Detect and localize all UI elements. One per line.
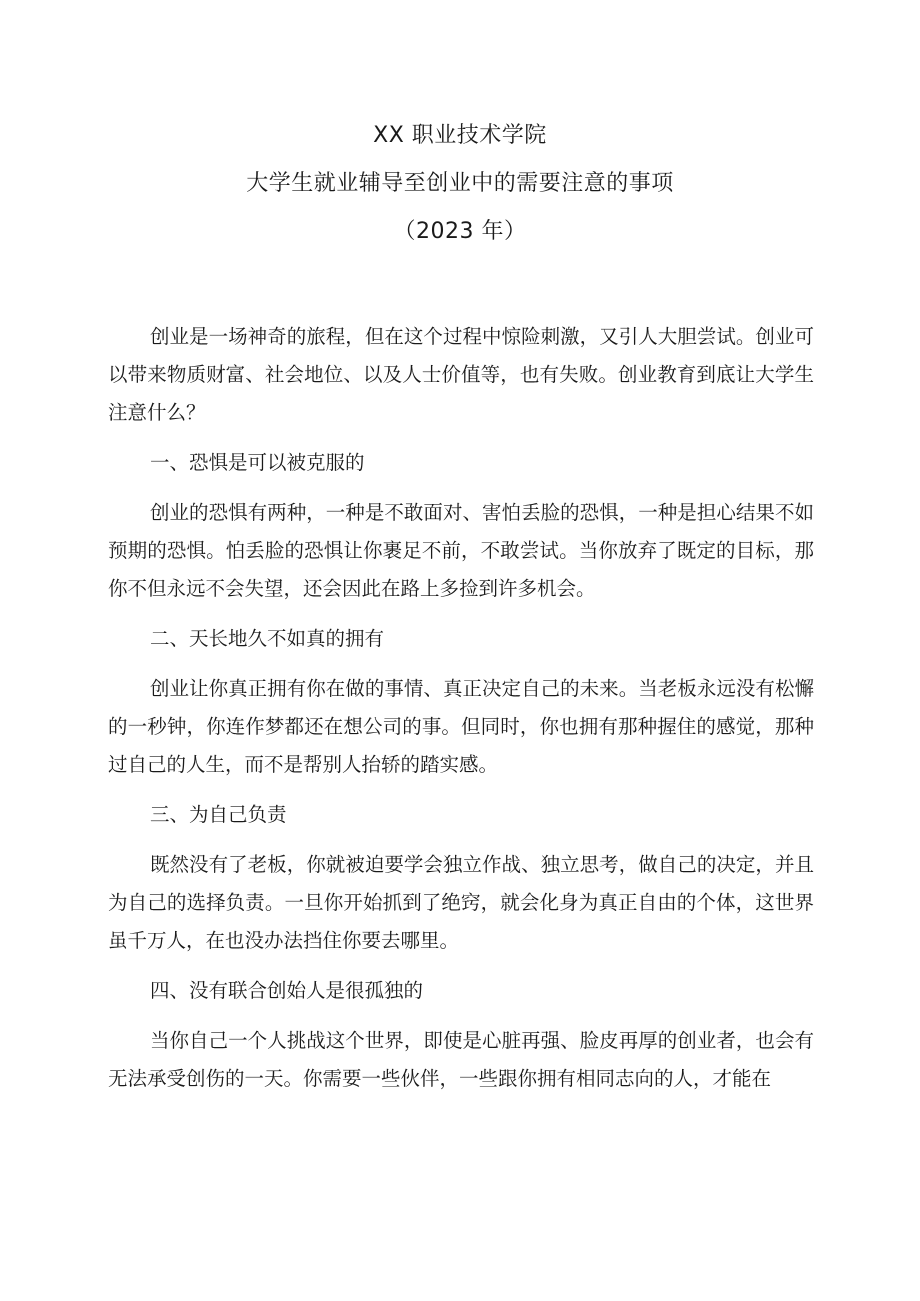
title-year: （2023 年） — [393, 219, 527, 244]
section-heading-3: 三、为自己负责 — [150, 803, 287, 826]
intro-paragraph: 创业是一场神奇的旅程，但在这个过程中惊险刺激，又引人大胆尝试。创业可以带来物质财富、社会地位、以及人士价值等，也有失败。创业教育到底让大学生注意什么？ — [108, 325, 814, 424]
section-paragraph-3: 既然没有了老板，你就被迫要学会独立作战、独立思考，做自己的决定，并且为自己的选择负责。一旦你开始抓到了绝窍，就会化身为真正自由的个体，这世界虽千万人，在也没办法挡住你要去哪里。 — [108, 853, 814, 952]
section-heading-4: 四、没有联合创始人是很孤独的 — [150, 979, 424, 1002]
section-paragraph-2: 创业让你真正拥有你在做的事情、真正决定自己的未来。当老板永远没有松懈的一秒钟，你连作梦都还在想公司的事。但同时，你也拥有那种握住的感觉，那种过自己的人生，而不是帮别人抬轿的踏实感。 — [108, 677, 814, 776]
title-institution: XX 职业技术学院 — [373, 123, 547, 148]
document-title — [0, 124, 920, 244]
section-paragraph-4: 当你自己一个人挑战这个世界，即使是心脏再强、脸皮再厚的创业者，也会有无法承受创伤的一天。你需要一些伙伴，一些跟你拥有相同志向的人，才能在 — [108, 1029, 814, 1090]
section-heading-1: 一、恐惧是可以被克服的 — [150, 451, 365, 474]
document-body — [108, 318, 814, 1110]
section-paragraph-1: 创业的恐惧有两种，一种是不敢面对、害怕丢脸的恐惧，一种是担心结果不如预期的恐惧。怕丢脸的恐惧让你裹足不前，不敢尝试。当你放弃了既定的目标，那你不但永远不会失望，还会因此在路上多捡到许多机会。 — [108, 501, 814, 600]
title-subject: 大学生就业辅导至创业中的需要注意的事项 — [246, 171, 674, 196]
section-heading-2: 二、天长地久不如真的拥有 — [150, 627, 385, 650]
